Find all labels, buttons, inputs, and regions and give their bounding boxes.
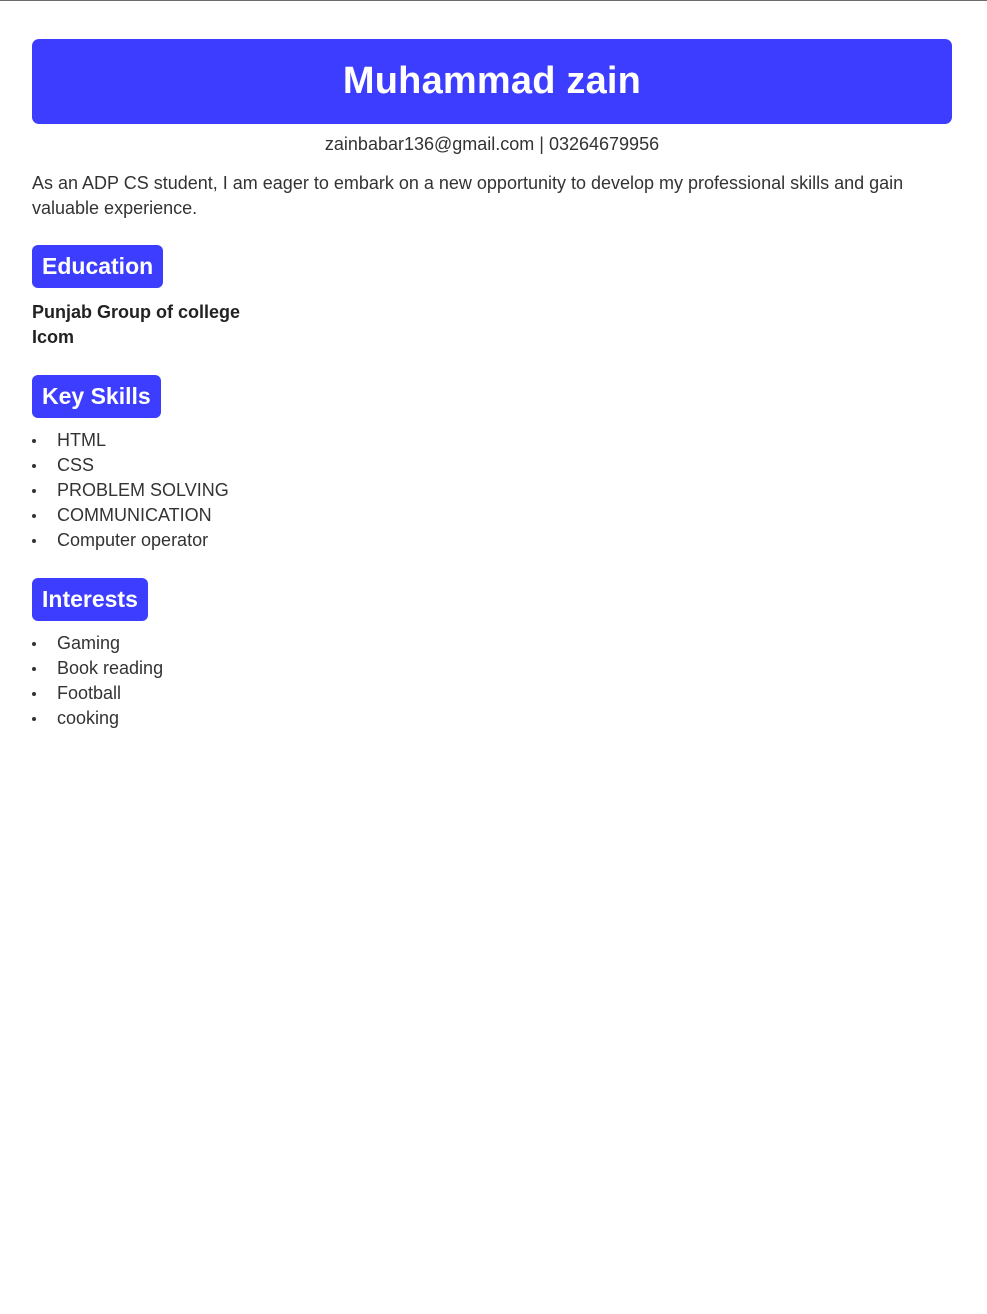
interest-label: cooking xyxy=(57,708,120,728)
list-item xyxy=(32,656,952,681)
list-item xyxy=(32,478,952,503)
education-section xyxy=(32,245,952,350)
skills-heading: Key Skills xyxy=(32,375,161,418)
bullet-icon xyxy=(32,464,36,468)
bullet-icon xyxy=(32,667,36,671)
person-name: Muhammad zain xyxy=(342,60,642,102)
skill-label: Computer operator xyxy=(57,530,209,550)
list-item xyxy=(32,681,952,706)
education-details xyxy=(32,300,952,350)
list-item xyxy=(32,631,952,656)
list-item xyxy=(32,428,952,453)
bullet-icon xyxy=(32,514,36,518)
interest-label: Book reading xyxy=(57,658,164,678)
bullet-icon xyxy=(32,717,36,721)
bullet-icon xyxy=(32,489,36,493)
institution: Punjab Group of college xyxy=(32,302,241,322)
skill-label: COMMUNICATION xyxy=(57,505,212,525)
list-item xyxy=(32,706,952,731)
skill-label: PROBLEM SOLVING xyxy=(57,480,229,500)
bullet-icon xyxy=(32,539,36,543)
skill-label: CSS xyxy=(57,455,95,475)
skills-section xyxy=(32,375,952,553)
list-item xyxy=(32,503,952,528)
list-item xyxy=(32,453,952,478)
interests-list xyxy=(32,631,952,731)
interest-label: Football xyxy=(57,683,122,703)
education-heading: Education xyxy=(32,245,163,288)
list-item xyxy=(32,528,952,553)
degree: Icom xyxy=(32,327,75,347)
contact-info: zainbabar136@gmail.com | 03264679956 xyxy=(324,134,660,154)
interests-section xyxy=(32,578,952,731)
skills-list xyxy=(32,428,952,553)
interests-heading: Interests xyxy=(32,578,148,621)
interest-label: Gaming xyxy=(57,633,121,653)
name-banner xyxy=(32,39,952,124)
top-border xyxy=(0,0,987,1)
bullet-icon xyxy=(32,642,36,646)
bullet-icon xyxy=(32,692,36,696)
resume-page xyxy=(32,39,952,731)
bullet-icon xyxy=(32,439,36,443)
summary-text: As an ADP CS student, I am eager to embark on a new opportunity to develop my professional skills and gain valuable experience. xyxy=(32,173,904,218)
skill-label: HTML xyxy=(57,430,106,450)
